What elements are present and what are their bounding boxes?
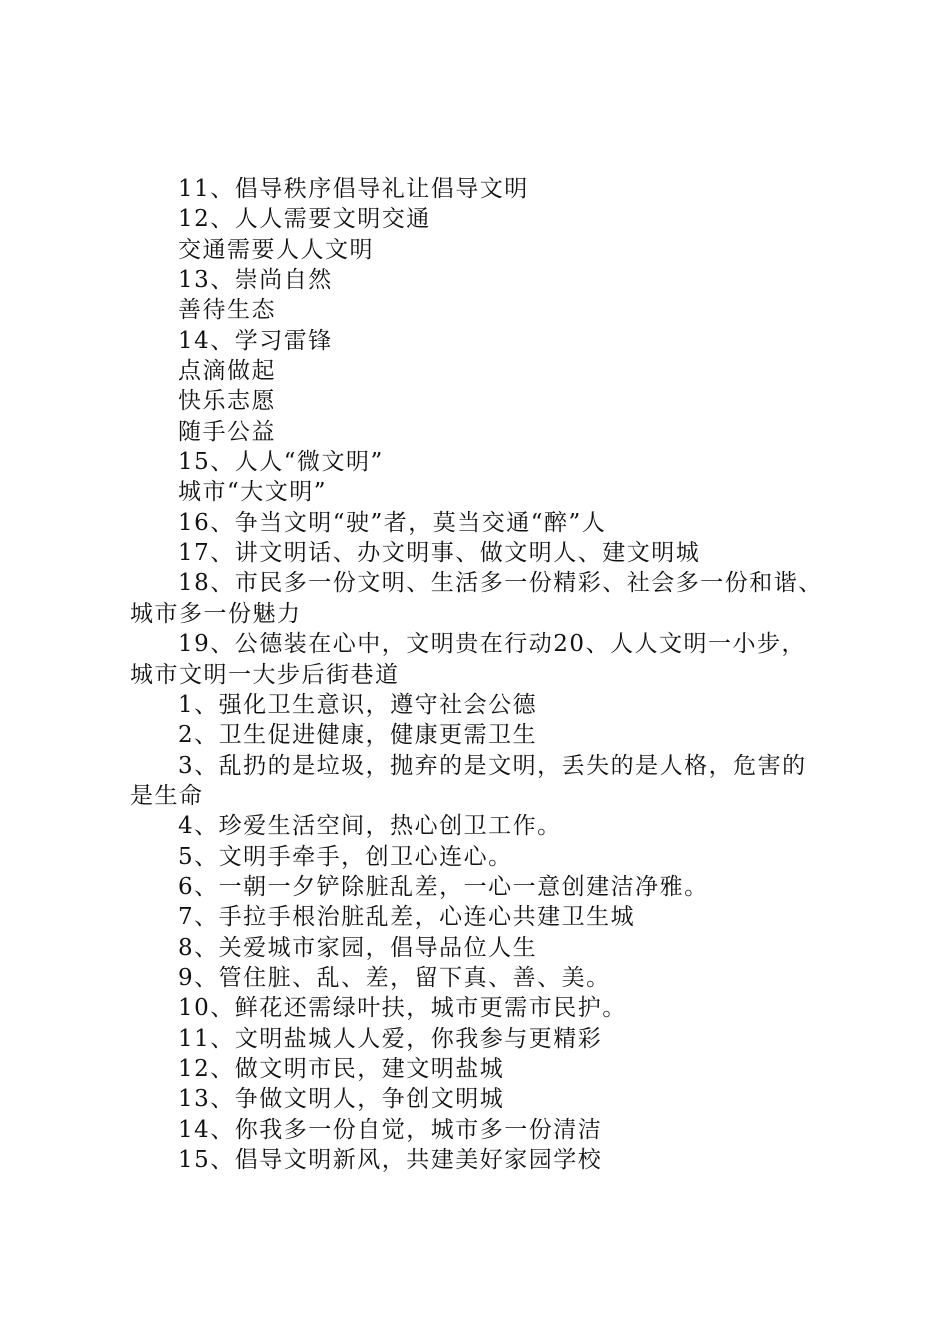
text-line: 2、卫生促进健康，健康更需卫生 bbox=[178, 722, 538, 749]
text-line: 13、崇尚自然 bbox=[178, 267, 333, 294]
text-line: 19、公德装在心中，文明贵在行动20、人人文明一小步， bbox=[178, 631, 807, 658]
text-line: 9、管住脏、乱、差，留下真、善、美。 bbox=[178, 964, 611, 991]
text-line: 交通需要人人文明 bbox=[178, 236, 374, 263]
text-line: 12、人人需要文明交通 bbox=[178, 206, 431, 233]
text-line: 城市多一份魅力 bbox=[130, 600, 302, 627]
text-line: 点滴做起 bbox=[178, 358, 276, 385]
text-line: 4、珍爱生活空间，热心创卫工作。 bbox=[178, 813, 562, 840]
text-line: 14、你我多一份自觉，城市多一份清洁 bbox=[178, 1116, 603, 1143]
text-line: 14、学习雷锋 bbox=[178, 327, 333, 354]
text-line: 3、乱扔的是垃圾，抛弃的是文明，丢失的是人格，危害的 bbox=[178, 752, 807, 779]
text-line: 随手公益 bbox=[178, 418, 276, 445]
text-line: 5、文明手牵手，创卫心连心。 bbox=[178, 843, 513, 870]
text-line: 11、文明盐城人人爱，你我参与更精彩 bbox=[178, 1025, 603, 1052]
text-line: 1、强化卫生意识，遵守社会公德 bbox=[178, 691, 538, 718]
text-line: 6、一朝一夕铲除脏乱差，一心一意创建洁净雅。 bbox=[178, 873, 709, 900]
text-line: 7、手拉手根治脏乱差，心连心共建卫生城 bbox=[178, 904, 636, 931]
text-line: 8、关爱城市家园，倡导品位人生 bbox=[178, 934, 538, 961]
text-line: 15、倡导文明新风，共建美好家园学校 bbox=[178, 1147, 603, 1173]
text-line: 15、人人“微文明” bbox=[178, 449, 384, 476]
text-line: 城市“大文明” bbox=[178, 479, 328, 506]
text-line: 11、倡导秩序倡导礼让倡导文明 bbox=[178, 176, 529, 202]
text-line: 快乐志愿 bbox=[178, 388, 276, 415]
text-line: 城市文明一大步后街巷道 bbox=[130, 661, 400, 688]
text-line: 10、鲜花还需绿叶扶，城市更需市民护。 bbox=[178, 995, 627, 1022]
text-line: 12、做文明市民，建文明盐城 bbox=[178, 1055, 505, 1082]
text-line: 18、市民多一份文明、生活多一份精彩、社会多一份和谐、 bbox=[178, 570, 823, 597]
text-line: 善待生态 bbox=[178, 297, 276, 324]
text-line: 13、争做文明人，争创文明城 bbox=[178, 1086, 505, 1113]
text-line: 是生命 bbox=[130, 782, 204, 809]
document-body bbox=[130, 174, 860, 1175]
text-line: 16、争当文明“驶”者，莫当交通“醉”人 bbox=[178, 509, 607, 536]
text-line: 17、讲文明话、办文明事、做文明人、建文明城 bbox=[178, 540, 701, 567]
